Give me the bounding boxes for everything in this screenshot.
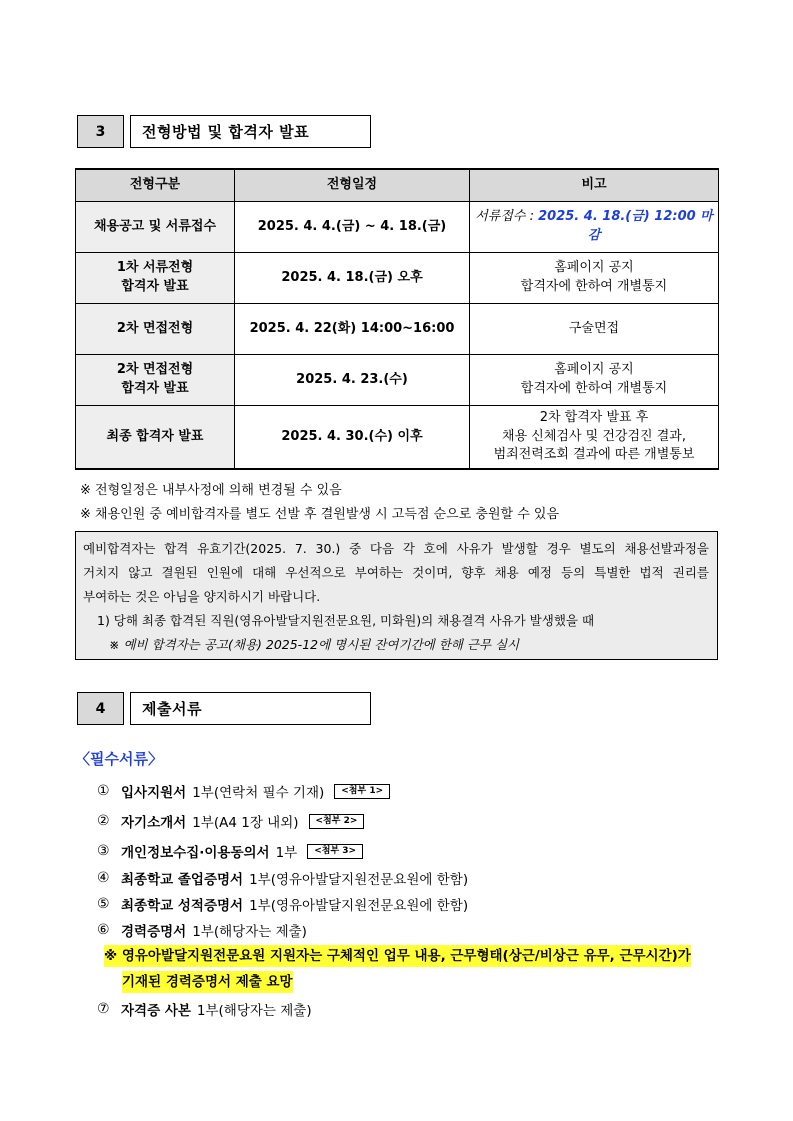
section-title: 제출서류 xyxy=(130,692,371,725)
attachment-badge: <첨부 3> xyxy=(307,844,363,859)
section-title: 전형방법 및 합격자 발표 xyxy=(130,115,371,148)
document-name: 최종학교 성적증명서 xyxy=(121,898,244,914)
document-name: 개인정보수집·이용동의서 xyxy=(121,845,270,861)
date-cell: 2025. 4. 4.(금) ~ 4. 18.(금) xyxy=(235,202,470,253)
category-cell xyxy=(76,355,235,406)
note-line: 합격자에 한하여 개별통지 xyxy=(520,381,668,396)
item-number: ③ xyxy=(97,843,110,859)
table-row xyxy=(76,355,719,406)
date-cell: 2025. 4. 30.(수) 이후 xyxy=(235,406,470,470)
item-number: ⑤ xyxy=(97,896,110,912)
document-detail: 1부(영유아발달지원전문요원에 한함) xyxy=(249,872,469,888)
note-line: 홈페이지 공지 xyxy=(554,260,634,276)
item-number: ① xyxy=(97,783,110,799)
item-number: ④ xyxy=(97,870,110,886)
reserve-info-box xyxy=(75,531,718,660)
box-text-line: 예비합격자는 합격 유효기간(2025. 7. 30.) 중 다음 각 호에 사유가 발생할 경우 별도의 채용선발과정을 xyxy=(83,541,709,556)
highlight-notice: ※ 영유아발달지원전문요원 지원자는 구체적인 업무 내용, 근무형태(상근/비상근 유무, 근무시간)가 xyxy=(104,945,691,967)
date-cell: 2025. 4. 18.(금) 오후 xyxy=(235,253,470,304)
attachment-badge: <첨부 1> xyxy=(334,784,390,799)
category-line: 합격자 발표 xyxy=(121,381,189,396)
document-name: 최종학교 졸업증명서 xyxy=(121,872,244,888)
note-line: 2차 합격자 발표 후 xyxy=(539,409,649,425)
item-number: ② xyxy=(97,813,110,829)
document-item xyxy=(97,920,307,940)
category-line: 2차 면접전형 xyxy=(116,362,194,378)
attachment-badge: <첨부 2> xyxy=(309,814,365,829)
category-line: 합격자 발표 xyxy=(121,279,189,294)
note-prefix: 서류접수 : xyxy=(475,209,539,225)
note-cell xyxy=(470,202,719,253)
box-text-line: 거치지 않고 결원된 인원에 대해 우선적으로 부여하는 것이며, 향후 채용 예정 등의 특별한 법적 권리를 xyxy=(83,565,709,580)
note-line: 합격자에 한하여 개별통지 xyxy=(520,279,668,294)
category-cell xyxy=(76,253,235,304)
document-name: 자격증 사본 xyxy=(121,1003,191,1019)
document-item xyxy=(97,841,363,861)
date-cell: 2025. 4. 22(화) 14:00~16:00 xyxy=(235,304,470,355)
document-detail: 1부(해당자는 제출) xyxy=(196,1003,312,1019)
schedule-note: ※ 전형일정은 내부사정에 의해 변경될 수 있음 xyxy=(80,483,342,498)
column-header: 비고 xyxy=(470,169,719,202)
note-cell xyxy=(470,406,719,470)
document-item xyxy=(97,781,390,801)
section-number: 3 xyxy=(77,115,124,148)
note-cell: 구술면접 xyxy=(470,304,719,355)
deadline-value: 2025. 4. 18.(금) 12:00 마감 xyxy=(538,209,713,243)
section-number: 4 xyxy=(77,692,124,725)
note-line: 채용 신체검사 및 건강검진 결과, xyxy=(502,428,686,444)
category-cell: 최종 합격자 발표 xyxy=(76,406,235,470)
document-detail: 1부(해당자는 제출) xyxy=(192,924,307,940)
item-number: ⑦ xyxy=(97,1001,110,1017)
document-name: 입사지원서 xyxy=(121,785,187,801)
box-text-line: 부여하는 것은 아님을 양지하시기 바랍니다. xyxy=(83,589,321,604)
box-italic-note: ※ 예비 합격자는 공고(채용) 2025-12에 명시된 잔여기간에 한해 근무 실시 xyxy=(109,637,520,652)
reserve-note: ※ 채용인원 중 예비합격자를 별도 선발 후 결원발생 시 고득점 순으로 충원할 수 있음 xyxy=(80,507,560,522)
document-item xyxy=(97,999,312,1019)
document-detail: 1부(영유아발달지원전문요원에 한함) xyxy=(249,898,469,914)
document-name: 자기소개서 xyxy=(121,815,187,831)
table-row xyxy=(76,253,719,304)
category-cell: 채용공고 및 서류접수 xyxy=(76,202,235,253)
note-line: 범죄전력조회 결과에 따른 개별통보 xyxy=(493,447,695,463)
table-row xyxy=(76,202,719,253)
schedule-table xyxy=(75,168,719,470)
document-item xyxy=(97,894,468,914)
box-item: 1) 당해 최종 합격된 직원(영유아발달지원전문요원, 미화원)의 채용결격 사유가 발생했을 때 xyxy=(97,613,595,628)
document-item xyxy=(97,811,364,831)
table-header-row xyxy=(76,169,719,202)
note-line: 홈페이지 공지 xyxy=(554,362,634,378)
section-4-header xyxy=(77,692,371,725)
document-name: 경력증명서 xyxy=(121,924,187,940)
highlight-notice: 기재된 경력증명서 제출 요망 xyxy=(122,971,293,993)
category-cell: 2차 면접전형 xyxy=(76,304,235,355)
section-3-header xyxy=(77,115,371,148)
document-detail: 1부(연락처 필수 기재) xyxy=(192,785,325,801)
date-cell: 2025. 4. 23.(수) xyxy=(235,355,470,406)
item-number: ⑥ xyxy=(97,922,110,938)
note-cell xyxy=(470,253,719,304)
required-docs-title: 〈필수서류〉 xyxy=(75,750,163,768)
note-cell xyxy=(470,355,719,406)
category-line: 1차 서류전형 xyxy=(116,260,194,276)
column-header: 전형일정 xyxy=(235,169,470,202)
document-item xyxy=(97,868,468,888)
column-header: 전형구분 xyxy=(76,169,235,202)
table-row xyxy=(76,304,719,355)
document-detail: 1부 xyxy=(275,845,298,861)
table-row xyxy=(76,406,719,470)
document-detail: 1부(A4 1장 내외) xyxy=(192,815,299,831)
